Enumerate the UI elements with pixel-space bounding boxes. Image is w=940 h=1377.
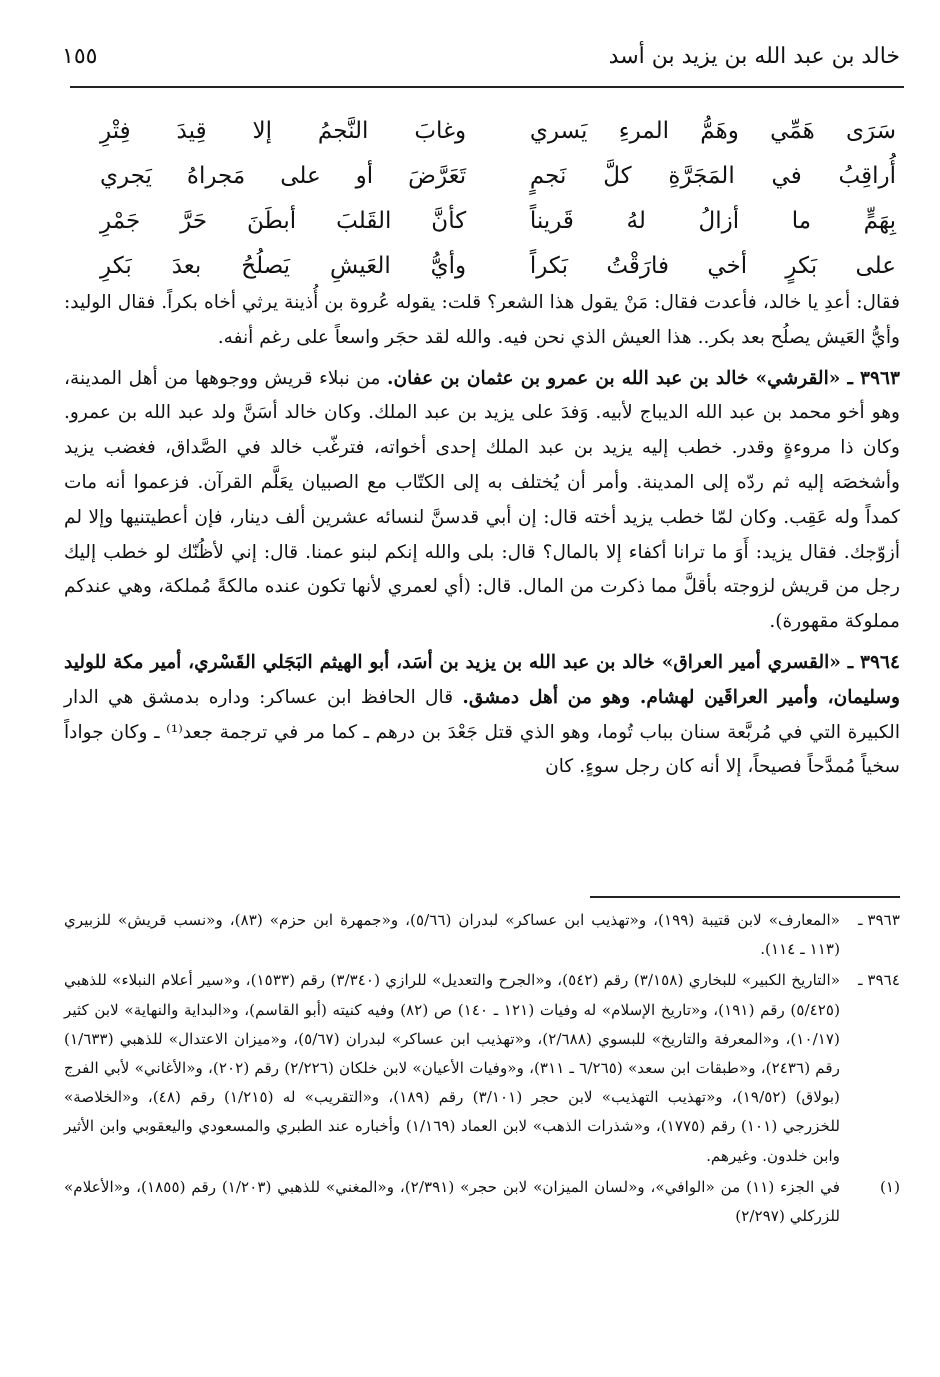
header-rule [70,86,904,88]
verse-first-hemistich: على بَكرٍ أخي فارَقْتُ بَكراً [529,252,896,279]
verse-line [100,108,896,153]
running-title: خالد بن عبد الله بن يزيد بن أسد [608,43,900,69]
footnote [64,966,900,1170]
paragraph-text: من نبلاء قريش ووجوهها من أهل المدينة، وهو أخو محمد بن عبد الله الديباج لأبيه. وَفدَ على يزيد بن عبد الملك. وكان خالد أسَنَّ ولد عبد الله بن عمرو. وكان ذا مروءةٍ وقدر. خطب إليه يزيد بن عبد الملك إحدى أخواته، فترغّب خالد في الصَّداق، فغضب يزيد وأشخصَه إليه ثم ردّه إلى المدينة. وأمر أن يُختلف به إلى الكتّاب مع الصبيان يعَلَّم القرآن. فزعموا أنه مات كمداً وله عَقِب. وكان لمّا خطب يزيد أخته قال: إن أبي قدسنَّ لنسائه عشرين ألف دينار، فإن أعطيتنيها وإلا لم أزوّجك. فقال يزيد: أَوَ ما ترانا أكفاء إلا بالمال؟ قال: بلى والله إنكم لبنو عمنا. قال: إني لأظُنّك لو خطب إليك رجل من قريش لزوجته بأقلَّ مما ذكرت من المال. قال: (أي لعمري لأنها تكون عنده مالكةً مُملكة، وهي عندكم مملوكة مقهورة). [64,367,900,633]
footnote [64,906,900,964]
entry-heading: ٣٩٦٤ ـ «القسري أمير العراق» خالد بن عبد الله بن يزيد بن أسَد، أبو الهيثم البَجَلي القَسْري، أمير مكة للوليد وسليمان، وأمير العراقَين لهشام. وهو من أهل دمشق. [64,651,900,708]
footnote-rule [590,896,900,898]
footnote-number: (١) [879,1177,900,1196]
paragraph-text: فقال: أعدِ يا خالد، فأعدت فقال: مَنْ يقول هذا الشعر؟ قلت: يقوله عُروة بن أُذينة يرثي أخاه بكراً. فقال الوليد: وأيُّ العَيش يصلُح بعد بكر.. هذا العيش الذي نحن فيه. والله لقد حجَر واسعاً على رغم أنفه. [64,292,900,348]
verse-first-hemistich: سَرَى هَمِّي وهَمُّ المرءِ يَسري [529,117,896,144]
verse-line [100,243,896,288]
poem-verses [100,108,896,288]
entry-heading: ٣٩٦٣ ـ «القرشي» خالد بن عبد الله بن عمرو بن عثمان بن عفان. [386,367,900,389]
verse-second-hemistich: وأيُّ العَيشِ يَصلُحُ بعدَ بَكرِ [100,252,467,279]
footnote-number: ٣٩٦٣ ـ [858,911,900,929]
verse-second-hemistich: كأنَّ القَلبَ أبطَنَ حَرَّ جَمْرِ [100,207,467,234]
paragraph [64,362,900,640]
paragraph [64,646,900,785]
verse-first-hemistich: بِهَمٍّ ما أزالُ لهُ قَريناً [529,207,896,234]
paragraph [64,286,900,356]
paragraph-text: قال الحافظ ابن عساكر: وداره بدمشق هي الدار الكبيرة التي في مُربَّعة سنان بباب تُوما، وهو الذي قتل جَعْدَ بن درهم ـ كما مر في ترجمة جعد⁽¹⁾ ـ وكان جواداً سخياً مُمدَّحاً فصيحاً، إلا أنه كان رجل سوءٍ. كان [64,686,901,778]
page-number: ١٥٥ [62,43,98,69]
footnote-text: في الجزء (١١) من «الوافي»، و«لسان الميزان» لابن حجر» (٢/٣٩١)، و«المغني» للذهبي (١/٢٠٣) رقم (١٨٥٥)، و«الأعلام» للزركلي (٢/٢٩٧) [64,1177,841,1226]
page-header [62,34,900,78]
verse-line [100,153,896,198]
main-text [64,286,900,785]
verse-first-hemistich: أُراقِبُ في المَجَرَّةِ كلَّ نَجمٍ [529,162,896,189]
footnote-text: «التاريخ الكبير» للبخاري (٣/١٥٨) رقم (٥٤٢)، و«الجرح والتعديل» للرازي (٣/٣٤٠) رقم (١٥٣٣)، و«سير أعلام النبلاء» للذهبي (٥/٤٢٥) رقم (١٩١)، و«تاريخ الإسلام» له وفيات (١٢١ ـ ١٤٠) ص (٨٢) وفيه كنيته (أبو القاسم)، و«البداية والنهاية» لابن كثير (١٠/١٧)، و«المعرفة والتاريخ» للبسوي (٢/٦٨٨)، و«تهذيب ابن عساكر» لبدران (٥/٦٧)، و«ميزان الاعتدال» للذهبي (١/٦٣٣) رقم (٢٤٣٦)، و«طبقات ابن سعد» (٦/٢٦٥ ـ ٣١١)، و«وفيات الأعيان» لابن خلكان (٢/٢٢٦) رقم (٢٠٢)، و«الأغاني» لأبي الفرج (بولاق) (١٩/٥٢)، و«تهذيب التهذيب» لابن حجر (٣/١٠١) رقم (١٨٩)، و«التقريب» له (١/٢١٥) رقم (٤٨)، و«الخلاصة» للخزرجي (١٠١) رقم (١٧٧٥)، و«شذرات الذهب» لابن العماد (١/١٦٩) وأخباره عند الطبري والمسعودي واليعقوبي وابن الأثير وابن خلدون. وغيرهم. [64,971,840,1165]
footnote-text: «المعارف» لابن قتيبة (١٩٩)، و«تهذيب ابن عساكر» لبدران (٥/٦٦)، و«جمهرة ابن حزم» (٨٣)، و«نسب قريش» للزبيري (١١٣ ـ ١١٤). [64,911,840,959]
footnotes [64,906,900,1231]
footnote-number: ٣٩٦٤ ـ [858,971,900,990]
verse-second-hemistich: تَعَرَّضَ أو على مَجراهُ يَجري [100,162,467,189]
verse-second-hemistich: وغابَ النَّجمُ إلا قِيدَ فِتْرِ [100,117,467,144]
verse-line [100,198,896,243]
footnote [64,1173,900,1231]
